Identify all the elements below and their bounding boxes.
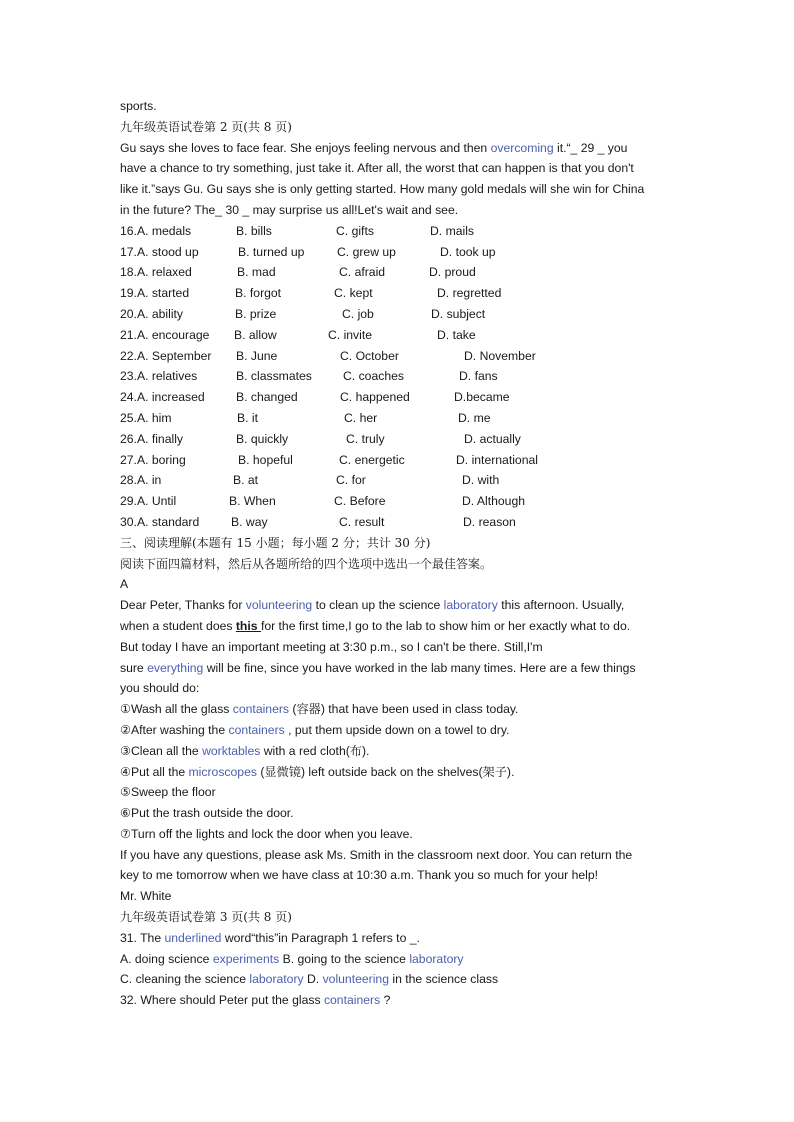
option-a: 22.A. September	[120, 348, 212, 363]
letter-line	[120, 865, 680, 886]
letter-line	[120, 616, 680, 637]
option-b: B. prize	[235, 306, 277, 321]
paragraph-line	[120, 138, 680, 159]
question-row	[120, 429, 680, 450]
option-c: C. energetic	[339, 452, 405, 467]
question-row	[120, 262, 680, 283]
paragraph-line	[120, 158, 680, 179]
question-row	[120, 450, 680, 471]
question-row	[120, 283, 680, 304]
signature	[120, 886, 680, 907]
option-b: B. changed	[236, 390, 298, 405]
option-a: 17.A. stood up	[120, 244, 199, 259]
option-b: B. quickly	[236, 431, 289, 446]
todo-item	[120, 762, 680, 783]
question-31-options-ab	[120, 949, 680, 970]
option-d: D. take	[437, 327, 476, 342]
keyword-link: overcoming	[490, 140, 554, 155]
circled-number: ⑤	[120, 785, 131, 800]
todo-item	[120, 699, 680, 720]
keyword-link: laboratory	[443, 598, 498, 613]
text: you should do:	[120, 681, 200, 696]
exam-text	[120, 96, 680, 1011]
todo-item	[120, 824, 680, 845]
text: to clean up the science	[315, 598, 441, 613]
option-b: B. hopeful	[238, 452, 293, 467]
option-d: D. mails	[430, 223, 475, 238]
option-c: C. her	[344, 410, 378, 425]
option-d: D. with	[462, 473, 500, 488]
page-footer-3	[120, 907, 680, 928]
option-d: D. international	[456, 452, 538, 467]
letter-line	[120, 845, 680, 866]
keyword-link: worktables	[202, 743, 261, 758]
text: Put all the	[130, 764, 186, 779]
keyword-link: everything	[147, 660, 204, 675]
paragraph-line	[120, 179, 680, 200]
option-c: C. kept	[334, 286, 373, 301]
letter-line	[120, 678, 680, 699]
option-a: 27.A. boring	[120, 452, 186, 467]
todo-list	[120, 699, 680, 845]
text-line	[120, 96, 680, 117]
text: D.	[307, 972, 320, 987]
line-text: 九年级英语试卷第 2 页(共 8 页)	[120, 119, 292, 134]
circled-number: ①	[120, 702, 131, 717]
text: Clean all the	[130, 743, 199, 758]
text: (容器) that have been used in class today.	[292, 702, 519, 717]
question-row	[120, 408, 680, 429]
option-b: B. classmates	[236, 369, 312, 384]
circled-number: ③	[120, 743, 131, 758]
option-a: 18.A. relaxed	[120, 265, 192, 280]
circled-number: ⑥	[120, 806, 131, 821]
todo-item	[120, 782, 680, 803]
option-a: 23.A. relatives	[120, 369, 198, 384]
keyword-link: laboratory	[249, 972, 304, 987]
text: 九年级英语试卷第 3 页(共 8 页)	[120, 910, 292, 925]
option-b: B. turned up	[238, 244, 305, 259]
text: C. cleaning the science	[120, 972, 247, 987]
option-d: D. subject	[431, 306, 486, 321]
option-c: C. for	[336, 473, 366, 488]
text: for the first time,I go to the lab to show him or her exactly what to do.	[260, 618, 631, 633]
page-footer-2	[120, 117, 680, 138]
letter-line	[120, 637, 680, 658]
option-d: D. fans	[459, 369, 498, 384]
text: this afternoon. Usually,	[501, 598, 625, 613]
underlined-word: this	[235, 618, 261, 633]
letter-line	[120, 595, 680, 616]
text: have a chance to try something, just take it. After all, the worst that can happen is that you don't	[120, 161, 634, 176]
option-c: C. grew up	[337, 244, 396, 259]
text: After washing the	[130, 722, 226, 737]
text: A	[120, 577, 129, 592]
option-b: B. forgot	[235, 286, 282, 301]
option-a: 19.A. started	[120, 286, 190, 301]
text: A. doing science	[120, 951, 210, 966]
text: 阅读下面四篇材料，然后从各题所给的四个选项中选出一个最佳答案。	[120, 556, 493, 571]
keyword-link: volunteering	[322, 972, 389, 987]
option-a: 30.A. standard	[120, 514, 200, 529]
text: Turn off the lights and lock the door when you leave.	[130, 826, 413, 841]
question-row	[120, 325, 680, 346]
option-a: 25.A. him	[120, 410, 172, 425]
text: But today I have an important meeting at 3:30 p.m., so I can't be there. Still,I'm	[120, 639, 543, 654]
keyword-link: experiments	[212, 951, 280, 966]
option-c: C. Before	[334, 494, 386, 509]
keyword-link: underlined	[164, 930, 222, 945]
circled-number: ④	[120, 764, 131, 779]
option-b: B. way	[231, 514, 268, 529]
line-text: sports.	[120, 99, 157, 113]
option-a: 21.A. encourage	[120, 327, 210, 342]
circled-number: ⑦	[120, 826, 131, 841]
text: 31. The	[120, 930, 162, 945]
text: key to me tomorrow when we have class at 10:30 a.m. Thank you so much for your help!	[120, 868, 599, 883]
text: ?	[383, 993, 391, 1008]
question-row	[120, 304, 680, 325]
question-32-stem	[120, 990, 680, 1011]
text: like it.”says Gu. Gu says she is only getting started. How many gold medals will she win for China	[120, 182, 645, 197]
question-row	[120, 366, 680, 387]
option-c: C. job	[342, 306, 374, 321]
question-row	[120, 346, 680, 367]
question-row	[120, 470, 680, 491]
text: Gu says she loves to face fear. She enjoys feeling nervous and then	[120, 140, 488, 155]
text: (显微镜) left outside back on the shelves(架子).	[260, 764, 515, 779]
section-title	[120, 533, 680, 554]
option-a: 20.A. ability	[120, 306, 184, 321]
text: in the future? The_ 30 _ may surprise us all!Let's wait and see.	[120, 202, 459, 217]
option-d: D. Although	[462, 494, 526, 509]
option-d: D. took up	[440, 244, 496, 259]
text: word“this”in Paragraph 1 refers to _.	[224, 930, 420, 945]
option-b: B. allow	[234, 327, 277, 342]
keyword-link: microscopes	[188, 764, 257, 779]
option-a: 28.A. in	[120, 473, 162, 488]
option-d: D. regretted	[437, 286, 502, 301]
question-row	[120, 221, 680, 242]
text: Put the trash outside the door.	[130, 806, 294, 821]
option-c: C. result	[339, 514, 385, 529]
keyword-link: containers	[228, 722, 285, 737]
option-b: B. bills	[236, 223, 272, 238]
question-row	[120, 491, 680, 512]
text: B. going to the science	[282, 951, 406, 966]
text: , put them upside down on a towel to dry.	[288, 722, 510, 737]
text: sure	[120, 660, 144, 675]
todo-item	[120, 741, 680, 762]
option-d: D.became	[454, 390, 510, 405]
option-b: B. June	[236, 348, 278, 363]
option-b: B. it	[237, 410, 258, 425]
passage-label	[120, 574, 680, 595]
option-d: D. November	[464, 348, 536, 363]
text: If you have any questions, please ask Ms. Smith in the classroom next door. You can return the	[120, 847, 633, 862]
option-c: C. truly	[346, 431, 385, 446]
keyword-link: containers	[232, 702, 290, 717]
option-c: C. happened	[340, 390, 410, 405]
text: it.“_ 29 _ you	[557, 140, 628, 155]
option-c: C. invite	[328, 327, 373, 342]
text: with a red cloth(布).	[263, 743, 370, 758]
keyword-link: volunteering	[245, 598, 313, 613]
section-instructions	[120, 554, 680, 575]
option-d: D. actually	[464, 431, 521, 446]
option-b: B. at	[233, 473, 259, 488]
question-31-options-cd	[120, 969, 680, 990]
option-d: D. reason	[463, 514, 516, 529]
text: in the science class	[392, 972, 499, 987]
question-31-stem	[120, 928, 680, 949]
option-b: B. When	[229, 494, 276, 509]
letter-line	[120, 658, 680, 679]
option-d: D. me	[458, 410, 491, 425]
text: when a student does	[120, 618, 233, 633]
text: Sweep the floor	[130, 785, 216, 800]
option-c: C. afraid	[339, 265, 386, 280]
paragraph-line	[120, 200, 680, 221]
option-a: 16.A. medals	[120, 223, 192, 238]
question-row	[120, 242, 680, 263]
option-d: D. proud	[429, 265, 476, 280]
todo-item	[120, 720, 680, 741]
question-list	[120, 221, 680, 533]
option-a: 26.A. finally	[120, 431, 184, 446]
question-row	[120, 387, 680, 408]
option-a: 29.A. Until	[120, 494, 177, 509]
text: Wash all the glass	[130, 702, 230, 717]
option-c: C. October	[340, 348, 399, 363]
option-c: C. gifts	[336, 223, 374, 238]
keyword-link: containers	[323, 993, 381, 1008]
text: will be fine, since you have worked in the lab many times. Here are a few things	[206, 660, 636, 675]
text: 三、阅读理解(本题有 15 小题；每小题 2 分；共计 30 分)	[120, 535, 431, 550]
text: Mr. White	[120, 889, 172, 904]
todo-item	[120, 803, 680, 824]
text: Dear Peter, Thanks for	[120, 598, 243, 613]
option-a: 24.A. increased	[120, 390, 205, 405]
option-c: C. coaches	[343, 369, 404, 384]
option-b: B. mad	[237, 265, 276, 280]
circled-number: ②	[120, 722, 131, 737]
text: 32. Where should Peter put the glass	[120, 993, 321, 1008]
keyword-link: laboratory	[409, 951, 464, 966]
question-row	[120, 512, 680, 533]
